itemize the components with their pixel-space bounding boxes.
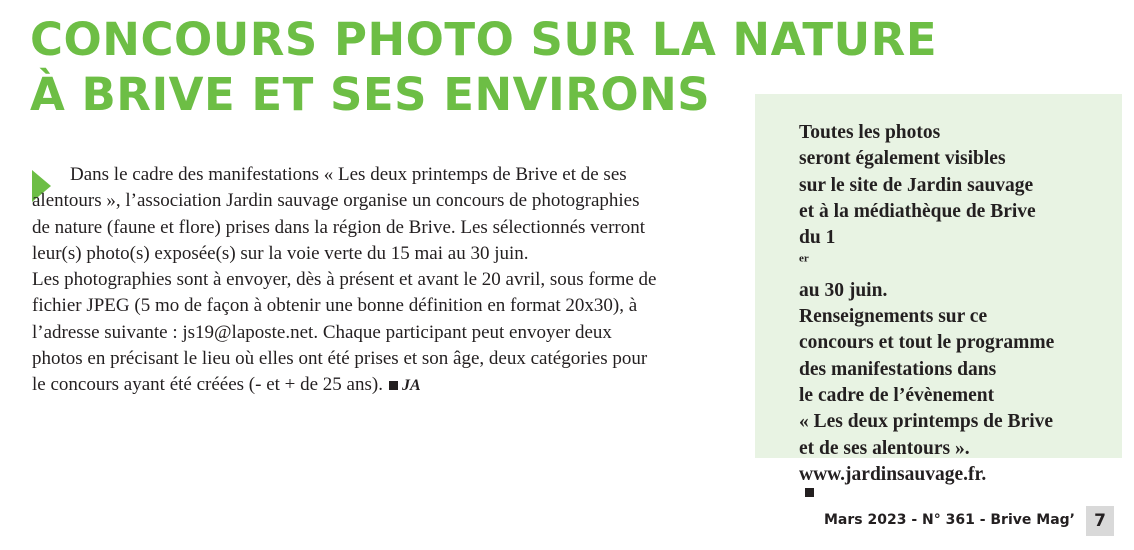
author-signature: JA: [401, 377, 421, 395]
info-sidebox: [755, 94, 1122, 485]
sidebox-line: concours et tout le programme: [799, 332, 1055, 354]
end-of-sidebox-icon: [805, 488, 814, 497]
date-prefix: du 1: [799, 227, 836, 249]
article-body: [32, 162, 662, 400]
sidebox-website-line: [799, 462, 1109, 497]
sidebox-line: Renseignements sur ce: [799, 306, 988, 328]
article-paragraph-1: Dans le cadre des manifestations « Les deux printemps de Brive et de ses alentours », l’association Jardin sauvage organise un concours de photographies de nature (faune et flore) prises dans la région de Brive. Les sélectionnés verront leur(s) photo(s) exposée(s) sur la voie verte du 15 mai au 30 juin.: [32, 164, 646, 264]
sidebox-line: sur le site de Jardin sauvage: [799, 174, 1034, 196]
date-suffix: au 30 juin.: [799, 279, 888, 301]
end-of-article-icon: [389, 381, 398, 390]
sidebox-dates-line: [799, 225, 1109, 304]
sidebox-line: et de ses alentours ».: [799, 437, 970, 459]
headline-line-1: CONCOURS PHOTO SUR LA NATURE: [30, 13, 938, 66]
website-link[interactable]: www.jardinsauvage.fr.: [799, 463, 987, 485]
date-ordinal: er: [799, 252, 809, 265]
sidebox-text: [799, 120, 1109, 497]
sidebox-line: seront également visibles: [799, 148, 1006, 170]
page-number: 7: [1086, 506, 1114, 536]
article-paragraph-2-text: Les photographies sont à envoyer, dès à présent et avant le 20 avril, sous forme de fichier JPEG (5 mo de façon à obtenir une bonne définition en format 20x30), à l’adresse suivante : js19@laposte.net. Chaque participant peut envoyer deux photos en précisant le lieu où elles ont été prises et son âge, deux catégories pour le concours ayant été créées (- et + de 25 ans).: [32, 269, 657, 396]
article-paragraph-2: [32, 267, 662, 399]
sidebox-line: « Les deux printemps de Brive: [799, 411, 1054, 433]
sidebox-line: le cadre de l’évènement: [799, 384, 995, 406]
headline-line-2: À BRIVE ET SES ENVIRONS: [30, 68, 711, 121]
issue-footer: Mars 2023 - N° 361 - Brive Mag’: [824, 512, 1075, 528]
sidebox-line: des manifestations dans: [799, 358, 997, 380]
sidebox-line: Toutes les photos: [799, 122, 941, 143]
sidebox-line: et à la médiathèque de Brive: [799, 200, 1036, 222]
